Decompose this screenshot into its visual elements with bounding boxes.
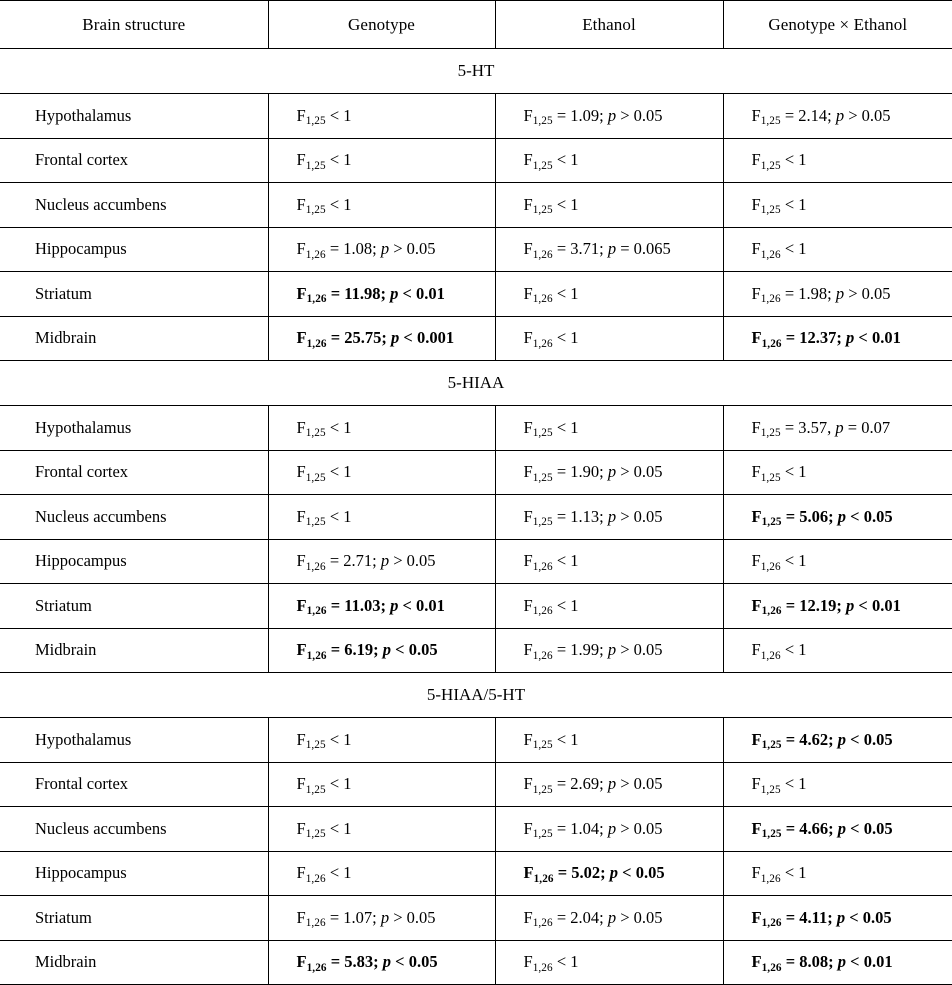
cell-genotype-x-ethanol: $F_{1,26} < 1$ bbox=[723, 851, 952, 896]
cell-ethanol: $F_{1,26} = 5.02$; p < 0.05 bbox=[495, 851, 723, 896]
cell-genotype-x-ethanol: $F_{1,26} = 12.19$; p < 0.01 bbox=[723, 584, 952, 629]
table-row bbox=[0, 406, 952, 451]
table-row bbox=[0, 272, 952, 317]
section-title: 5-HT bbox=[0, 49, 952, 94]
table-row bbox=[0, 183, 952, 228]
cell-brain-structure: Hypothalamus bbox=[0, 406, 268, 451]
cell-genotype-x-ethanol: $F_{1,26} < 1$ bbox=[723, 539, 952, 584]
cell-ethanol: $F_{1,26} = 2.04$; p > 0.05 bbox=[495, 896, 723, 941]
table-row bbox=[0, 628, 952, 673]
cell-brain-structure: Midbrain bbox=[0, 628, 268, 673]
cell-ethanol: $F_{1,26} < 1$ bbox=[495, 584, 723, 629]
table-row bbox=[0, 539, 952, 584]
section-header-row bbox=[0, 673, 952, 718]
cell-ethanol: $F_{1,25} = 1.90$; p > 0.05 bbox=[495, 450, 723, 495]
cell-genotype-x-ethanol: $F_{1,26} = 12.37$; p < 0.01 bbox=[723, 316, 952, 361]
cell-brain-structure: Striatum bbox=[0, 584, 268, 629]
table-row bbox=[0, 851, 952, 896]
table-row bbox=[0, 495, 952, 540]
cell-genotype-x-ethanol: $F_{1,25} = 3.57$, p = 0.07 bbox=[723, 406, 952, 451]
table-row bbox=[0, 718, 952, 763]
cell-ethanol: $F_{1,26} < 1$ bbox=[495, 316, 723, 361]
cell-genotype: $F_{1,25} < 1$ bbox=[268, 718, 495, 763]
cell-genotype-x-ethanol: $F_{1,26} < 1$ bbox=[723, 628, 952, 673]
cell-genotype: $F_{1,25} < 1$ bbox=[268, 138, 495, 183]
cell-ethanol: $F_{1,26} < 1$ bbox=[495, 539, 723, 584]
cell-brain-structure: Hippocampus bbox=[0, 539, 268, 584]
table-header bbox=[0, 1, 952, 49]
cell-genotype-x-ethanol: $F_{1,25} < 1$ bbox=[723, 762, 952, 807]
cell-brain-structure: Striatum bbox=[0, 272, 268, 317]
cell-genotype-x-ethanol: $F_{1,25} = 5.06$; p < 0.05 bbox=[723, 495, 952, 540]
table-row bbox=[0, 762, 952, 807]
column-header-brain-structure: Brain structure bbox=[0, 1, 268, 49]
table-row bbox=[0, 896, 952, 941]
cell-genotype-x-ethanol: $F_{1,26} = 8.08$; p < 0.01 bbox=[723, 940, 952, 985]
cell-brain-structure: Nucleus accumbens bbox=[0, 807, 268, 852]
section-title: 5-HIAA/5-HT bbox=[0, 673, 952, 718]
cell-ethanol: $F_{1,26} = 1.99$; p > 0.05 bbox=[495, 628, 723, 673]
cell-genotype: $F_{1,25} < 1$ bbox=[268, 94, 495, 139]
cell-genotype-x-ethanol: $F_{1,25} = 4.66$; p < 0.05 bbox=[723, 807, 952, 852]
cell-ethanol: $F_{1,25} < 1$ bbox=[495, 718, 723, 763]
cell-ethanol: $F_{1,25} < 1$ bbox=[495, 406, 723, 451]
cell-genotype: $F_{1,25} < 1$ bbox=[268, 406, 495, 451]
cell-genotype: $F_{1,26} = 5.83$; p < 0.05 bbox=[268, 940, 495, 985]
cell-brain-structure: Nucleus accumbens bbox=[0, 495, 268, 540]
cell-genotype: $F_{1,25} < 1$ bbox=[268, 807, 495, 852]
table-row bbox=[0, 94, 952, 139]
cell-genotype: $F_{1,26} = 11.98$; p < 0.01 bbox=[268, 272, 495, 317]
cell-genotype: $F_{1,25} < 1$ bbox=[268, 495, 495, 540]
section-header-row bbox=[0, 49, 952, 94]
column-header-genotype: Genotype bbox=[268, 1, 495, 49]
cell-genotype-x-ethanol: $F_{1,26} = 1.98$; p > 0.05 bbox=[723, 272, 952, 317]
cell-brain-structure: Midbrain bbox=[0, 940, 268, 985]
cell-ethanol: $F_{1,26} = 3.71$; p = 0.065 bbox=[495, 227, 723, 272]
cell-genotype: $F_{1,25} < 1$ bbox=[268, 450, 495, 495]
cell-ethanol: $F_{1,25} = 1.04$; p > 0.05 bbox=[495, 807, 723, 852]
cell-ethanol: $F_{1,25} < 1$ bbox=[495, 138, 723, 183]
cell-genotype: $F_{1,26} = 2.71$; p > 0.05 bbox=[268, 539, 495, 584]
table-body bbox=[0, 49, 952, 985]
cell-genotype: $F_{1,26} < 1$ bbox=[268, 851, 495, 896]
cell-brain-structure: Striatum bbox=[0, 896, 268, 941]
cell-genotype: $F_{1,26} = 11.03$; p < 0.01 bbox=[268, 584, 495, 629]
cell-genotype-x-ethanol: $F_{1,26} = 4.11$; p < 0.05 bbox=[723, 896, 952, 941]
cell-brain-structure: Nucleus accumbens bbox=[0, 183, 268, 228]
cell-genotype-x-ethanol: $F_{1,25} < 1$ bbox=[723, 183, 952, 228]
table-row bbox=[0, 807, 952, 852]
cell-ethanol: $F_{1,25} = 1.09$; p > 0.05 bbox=[495, 94, 723, 139]
cell-ethanol: $F_{1,25} = 1.13$; p > 0.05 bbox=[495, 495, 723, 540]
table-row bbox=[0, 227, 952, 272]
table-row bbox=[0, 584, 952, 629]
cell-genotype: $F_{1,25} < 1$ bbox=[268, 762, 495, 807]
cell-genotype-x-ethanol: $F_{1,25} = 2.14$; p > 0.05 bbox=[723, 94, 952, 139]
table-row bbox=[0, 316, 952, 361]
cell-genotype-x-ethanol: $F_{1,25} = 4.62$; p < 0.05 bbox=[723, 718, 952, 763]
section-title: 5-HIAA bbox=[0, 361, 952, 406]
table-row bbox=[0, 450, 952, 495]
cell-genotype-x-ethanol: $F_{1,26} < 1$ bbox=[723, 227, 952, 272]
column-header-ethanol: Ethanol bbox=[495, 1, 723, 49]
cell-brain-structure: Frontal cortex bbox=[0, 762, 268, 807]
cell-brain-structure: Hypothalamus bbox=[0, 94, 268, 139]
cell-brain-structure: Midbrain bbox=[0, 316, 268, 361]
cell-brain-structure: Frontal cortex bbox=[0, 450, 268, 495]
header-row bbox=[0, 1, 952, 49]
cell-genotype-x-ethanol: $F_{1,25} < 1$ bbox=[723, 450, 952, 495]
column-header-genotype-x-ethanol: Genotype × Ethanol bbox=[723, 1, 952, 49]
cell-genotype: $F_{1,26} = 1.08$; p > 0.05 bbox=[268, 227, 495, 272]
cell-brain-structure: Frontal cortex bbox=[0, 138, 268, 183]
section-header-row bbox=[0, 361, 952, 406]
table-row bbox=[0, 940, 952, 985]
table-row bbox=[0, 138, 952, 183]
cell-ethanol: $F_{1,26} < 1$ bbox=[495, 940, 723, 985]
cell-ethanol: $F_{1,26} < 1$ bbox=[495, 272, 723, 317]
cell-genotype: $F_{1,26} = 6.19$; p < 0.05 bbox=[268, 628, 495, 673]
cell-ethanol: $F_{1,25} < 1$ bbox=[495, 183, 723, 228]
cell-brain-structure: Hippocampus bbox=[0, 851, 268, 896]
cell-genotype: $F_{1,26} = 25.75$; p < 0.001 bbox=[268, 316, 495, 361]
cell-brain-structure: Hippocampus bbox=[0, 227, 268, 272]
cell-genotype: $F_{1,25} < 1$ bbox=[268, 183, 495, 228]
cell-genotype-x-ethanol: $F_{1,25} < 1$ bbox=[723, 138, 952, 183]
cell-brain-structure: Hypothalamus bbox=[0, 718, 268, 763]
cell-genotype: $F_{1,26} = 1.07$; p > 0.05 bbox=[268, 896, 495, 941]
cell-ethanol: $F_{1,25} = 2.69$; p > 0.05 bbox=[495, 762, 723, 807]
